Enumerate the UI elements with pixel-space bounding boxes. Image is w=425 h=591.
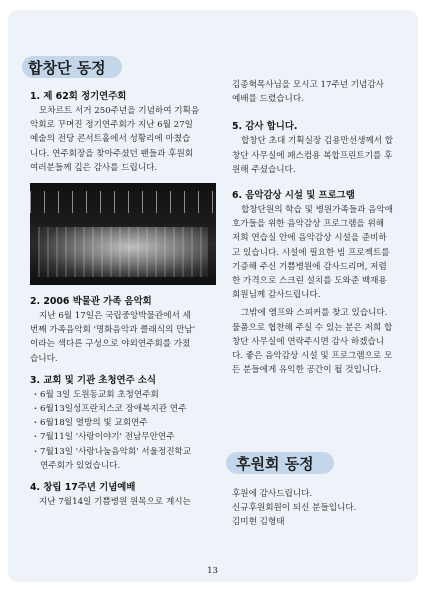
list-item: · 6월 3일 도원동교회 초청연주회 [34,388,216,402]
paragraph-line: 악회로 꾸며진 정기연주회가 지난 6월 27일 [30,120,193,131]
paragraph-line: 그밖에 앰프와 스피커를 찾고 있습니다. [241,308,388,319]
paragraph-line: 신규후원회원이 되신 분들입니다. [232,503,357,514]
list-item: · 6월13일성프란치스코 장애복지관 연주 [34,402,216,416]
paragraph-line: 김미현 김형태 [232,517,285,528]
paragraph-line: 모차르트 서거 250주년을 기념하여 기획음 [39,106,200,116]
concert-photo [30,183,216,285]
paragraph-line: 여러분들께 깊은 감사를 드립니다. [30,162,158,173]
news-item-concert [30,90,216,175]
item-heading: 2. 2006 박물관 가족 음악회 [30,296,152,308]
concert-list [30,388,216,459]
item-heading: 6. 음악감상 시설 및 프로그램 [232,190,355,202]
paragraph-line: 합창단 초대 기획실장 김용만선생께서 합 [241,136,394,147]
item-heading: 3. 교회 및 기관 초청연주 소식 [30,374,157,386]
orchestra-stage [38,227,208,277]
list-item: · 7월13일 '사랑나눔음악회' 서울정진학교 [34,445,216,459]
paragraph-line: 합창단원의 학습 및 병원가족들과 음악애 [241,205,394,216]
news-item-anniversary [30,481,216,509]
section-title-choir-news: 합창단 동정 [28,59,106,77]
right-column [232,78,402,385]
paragraph-line: 한 가격으로 스크린 설치를 도와준 백재용 [232,276,387,287]
paragraph-line: 습니다. [30,353,58,364]
paragraph-line: 이라는 색다른 구성으로 야외연주회를 가졌 [30,339,191,350]
paragraph-line: 다. 좋은 음악감상 시설 및 프로그램으로 모 [232,351,393,362]
paragraph-line: 저희 연습실 안에 음악감상 시설을 준비하 [232,233,387,244]
paragraph-line: 원해 주셨습니다. [232,164,296,175]
paragraph-line: 창단 사무실에 연락주시면 감사 하겠습니 [232,336,385,347]
item-heading: 5. 감사 합니다. [232,121,298,133]
stage-lights [30,191,216,213]
news-item-invited-concerts [30,374,216,473]
item-heading: 1. 제 62회 정기연주회 [30,91,127,102]
news-item-museum-concert [30,295,216,366]
paragraph-line: 연주회가 있었습니다. [40,460,121,471]
list-item: · 7월11일 '사랑이야기' 전남무안연주 [34,430,216,444]
paragraph-line: 물품으로 협찬해 주실 수 있는 분은 저희 합 [232,322,393,333]
paragraph-line: 지난 7월14일 기쁨병원 원목으로 계시는 [39,497,191,508]
paragraph-line: 김종혁목사님을 모시고 17주년 기념감사 [232,80,384,90]
section-title-supporters-news: 후원회 동정 [236,455,314,473]
paragraph-line: 고 있습니다. 시설에 필요한 빔 프로젝트를 [232,247,390,258]
paragraph-line: 예배를 드렸습니다. [232,94,304,105]
item-heading: 4. 창립 17주년 기념예배 [30,482,136,494]
paragraph-line: 회원님께 감사드립니다. [232,290,321,301]
paragraph-line: 번째 가족음악회 '명화음악과 클래식의 만남' [30,325,196,336]
paragraph-line: 예술의 전당 콘서트홀에서 성황리에 마쳤습 [30,134,191,145]
anniversary-continuation [232,78,402,106]
page-number: 13 [207,566,218,576]
paragraph-line: 지난 6월 17일은 국립중앙박물관에서 세 [39,311,191,322]
news-item-thanks [232,120,402,177]
paragraph-line: 호가들을 위한 음악감상 프로그램을 위해 [232,219,385,230]
paragraph-line: 창단 사무실에 패스컴용 복합프린트기를 후 [232,150,393,161]
paragraph-line: 후원에 감사드립니다. [232,489,313,499]
list-item: · 6월18일 열방의 빛 교회연주 [34,416,216,430]
left-column [30,90,216,517]
paragraph-line: 기증해 주신 기쁨병원에 감사드리며, 저렴 [232,261,387,272]
paragraph-line: 니다. 연주회장을 찾아주셨던 팬들과 후원회 [30,148,194,159]
paragraph-line: 든 분들에게 유익한 공간이 될 것입니다. [232,365,382,376]
news-item-music-facility [232,189,402,377]
supporters-block [232,487,402,530]
